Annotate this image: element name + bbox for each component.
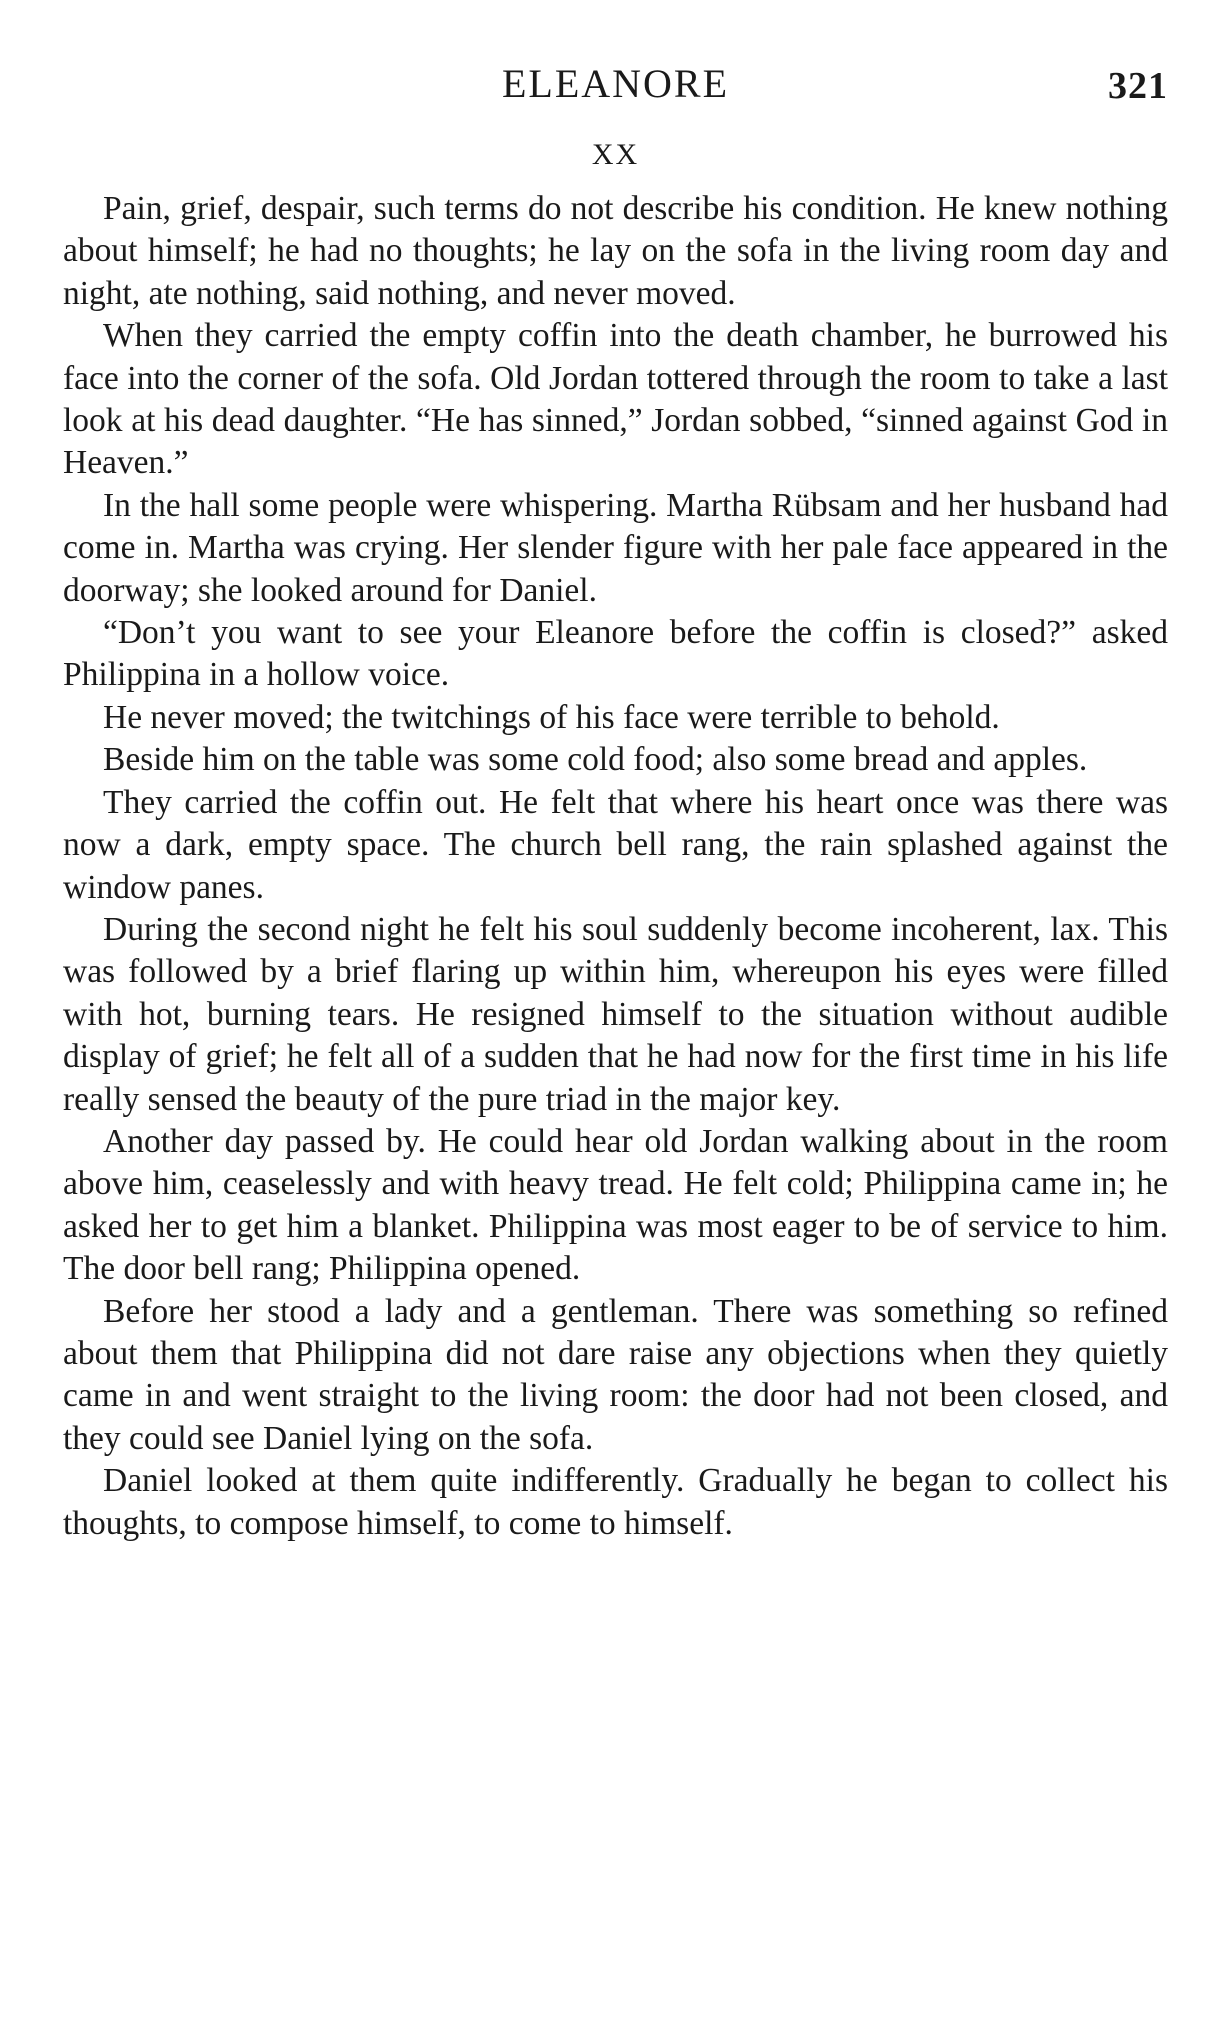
paragraph: In the hall some people were whispering. Martha Rübsam and her husband had come in. Martha was crying. Her slender figure with her pale face appeared in the doorway; she looked around for Daniel. [63, 486, 1168, 609]
paragraph: Another day passed by. He could hear old Jordan walking about in the room above him, ceaselessly and with heavy tread. He felt cold; Philippina came in; he asked her to get him a blanket. Philippina was most eager to be of service to him. The door bell rang; Philippina opened. [63, 1122, 1168, 1288]
chapter-number: XX [591, 138, 640, 171]
book-page [63, 60, 1168, 1960]
paragraph: When they carried the empty coffin into the death chamber, he burrowed his face into the corner of the sofa. Old Jordan tottered through the room to take a last look at his dead daughter. “He has sinned,” Jordan sobbed, “sinned against God in Heaven.” [63, 317, 1168, 482]
paragraph: During the second night he felt his soul suddenly become incoherent, lax. This was followed by a brief flaring up within him, whereupon his eyes were filled with hot, burning tears. He resigned himself to the situation without audible display of grief; he felt all of a sudden that he had now for the first time in his life really sensed the beauty of the pure triad in the major key. [63, 910, 1168, 1118]
paragraph: Before her stood a lady and a gentleman. There was something so refined about them that Philippina did not dare raise any objections when they quietly came in and went straight to the living room: the door had not been closed, and they could see Daniel lying on the sofa. [63, 1292, 1168, 1457]
paragraph: Daniel looked at them quite indifferently. Gradually he began to collect his thoughts, to compose himself, to come to himself. [63, 1462, 1168, 1542]
body-text [63, 188, 1168, 1545]
paragraph: He never moved; the twitchings of his face were terrible to behold. [103, 698, 1000, 736]
paragraph: “Don’t you want to see your Eleanore before the coffin is closed?” asked Philippina in a hollow voice. [63, 614, 1168, 694]
paragraph: Beside him on the table was some cold food; also some bread and apples. [103, 741, 1088, 779]
running-header [63, 60, 1168, 120]
running-title: ELEANORE [501, 61, 730, 106]
paragraph: They carried the coffin out. He felt that where his heart once was there was now a dark, empty space. The church bell rang, the rain splashed against the window panes. [63, 783, 1168, 906]
paragraph: Pain, grief, despair, such terms do not describe his condition. He knew nothing about himself; he had no thoughts; he lay on the sofa in the living room day and night, ate nothing, said nothing, and never moved. [63, 190, 1168, 312]
page-number: 321 [1108, 65, 1168, 107]
